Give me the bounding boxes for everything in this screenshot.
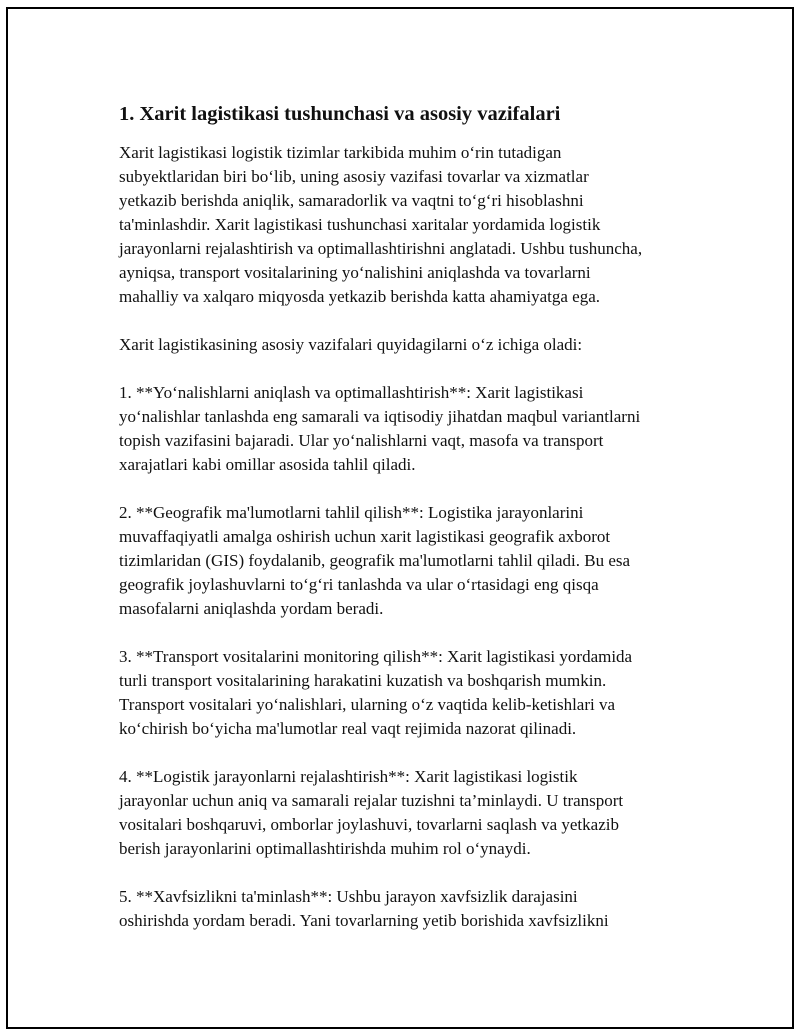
list-item-2 [119,501,699,621]
text-line: jarayonlarni rejalashtirish va optimallashtirishni anglatadi. Ushbu tushuncha, [119,239,643,258]
list-item-5 [119,885,699,933]
text-line: 2. **Geografik ma'lumotlarni tahlil qilish**: Logistika jarayonlarini [119,503,584,522]
list-item-1 [119,381,699,477]
text-line: turli transport vositalarining harakatini kuzatish va boshqarish mumkin. [119,671,607,690]
text-line: 5. **Xavfsizlikni ta'minlash**: Ushbu jarayon xavfsizlik darajasini [119,887,578,906]
paragraph-list-intro [119,333,699,357]
text-line: mahalliy va xalqaro miqyosda yetkazib berishda katta ahamiyatga ega. [119,287,601,306]
text-line: geografik joylashuvlarni to‘g‘ri tanlashda va ular o‘rtasidagi eng qisqa [119,575,599,594]
text-line: Xarit lagistikasining asosiy vazifalari quyidagilarni o‘z ichiga oladi: [119,335,583,354]
document-body [119,101,699,957]
paragraph-intro [119,141,699,309]
text-line: oshirishda yordam beradi. Yani tovarlarning yetib borishida xavfsizlikni [119,911,609,930]
page-frame [6,7,794,1029]
section-title: 1. Xarit lagistikasi tushunchasi va asosiy vazifalari [119,103,561,125]
text-line: ta'minlashdir. Xarit lagistikasi tushunchasi xaritalar yordamida logistik [119,215,601,234]
text-line: jarayonlar uchun aniq va samarali rejalar tuzishni ta’minlaydi. U transport [119,791,624,810]
text-line: subyektlaridan biri bo‘lib, uning asosiy vazifasi tovarlar va xizmatlar [119,167,589,186]
text-line: Transport vositalari yo‘nalishlari, ularning o‘z vaqtida kelib-ketishlari va [119,695,616,714]
text-line: Xarit lagistikasi logistik tizimlar tarkibida muhim o‘rin tutadigan [119,143,562,162]
text-line: 1. **Yo‘nalishlarni aniqlash va optimallashtirish**: Xarit lagistikasi [119,383,584,402]
text-line: 4. **Logistik jarayonlarni rejalashtirish**: Xarit lagistikasi logistik [119,767,578,786]
text-line: yetkazib berishda aniqlik, samaradorlik va vaqtni to‘g‘ri hisoblashni [119,191,584,210]
list-item-4 [119,765,699,861]
text-line: masofalarni aniqlashda yordam beradi. [119,599,384,618]
text-line: ko‘chirish bo‘yicha ma'lumotlar real vaqt rejimida nazorat qilinadi. [119,719,577,738]
text-line: tizimlaridan (GIS) foydalanib, geografik ma'lumotlarni tahlil qiladi. Bu esa [119,551,631,570]
list-item-3 [119,645,699,741]
text-line: ayniqsa, transport vositalarining yo‘nalishini aniqlashda va tovarlarni [119,263,591,282]
text-line: xarajatlari kabi omillar asosida tahlil qiladi. [119,455,416,474]
text-line: topish vazifasini bajaradi. Ular yo‘nalishlarni vaqt, masofa va transport [119,431,604,450]
text-line: vositalari boshqaruvi, omborlar joylashuvi, tovarlarni saqlash va yetkazib [119,815,619,834]
text-line: berish jarayonlarini optimallashtirishda muhim rol o‘ynaydi. [119,839,531,858]
text-line: muvaffaqiyatli amalga oshirish uchun xarit lagistikasi geografik axborot [119,527,611,546]
text-line: 3. **Transport vositalarini monitoring qilish**: Xarit lagistikasi yordamida [119,647,633,666]
text-line: yo‘nalishlar tanlashda eng samarali va iqtisodiy jihatdan maqbul variantlarni [119,407,641,426]
